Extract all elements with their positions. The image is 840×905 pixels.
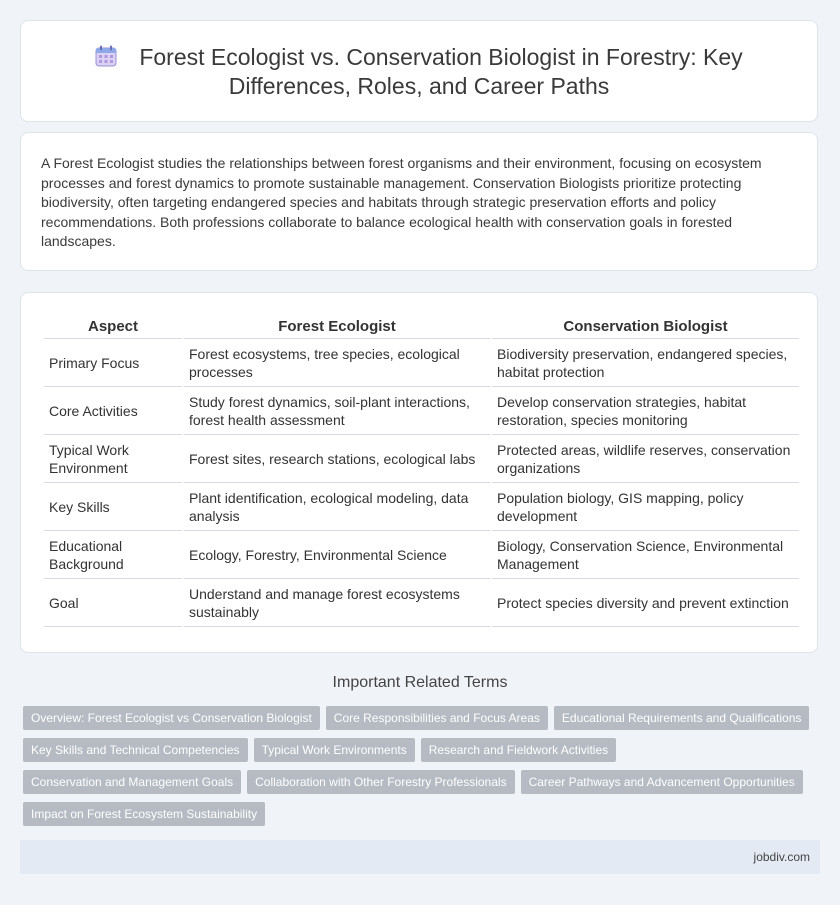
row-aspect: Typical Work Environment: [44, 435, 182, 483]
related-term-tag[interactable]: Overview: Forest Ecologist vs Conservation Biologist: [23, 706, 320, 730]
row-conservation-biologist: Population biology, GIS mapping, policy development: [492, 483, 799, 531]
related-term-tag[interactable]: Core Responsibilities and Focus Areas: [326, 706, 548, 730]
row-conservation-biologist: Biodiversity preservation, endangered species, habitat protection: [492, 339, 799, 387]
related-term-tag[interactable]: Typical Work Environments: [254, 738, 415, 762]
related-term-tag[interactable]: Educational Requirements and Qualifications: [554, 706, 809, 730]
row-aspect: Primary Focus: [44, 339, 182, 387]
row-conservation-biologist: Protect species diversity and prevent extinction: [492, 579, 799, 627]
footer: [20, 840, 820, 874]
header-forest-ecologist: Forest Ecologist: [184, 316, 490, 339]
related-term-tag[interactable]: Career Pathways and Advancement Opportunities: [521, 770, 803, 794]
page-title: [21, 43, 817, 101]
row-aspect: Core Activities: [44, 387, 182, 435]
table-row: [44, 339, 799, 387]
row-aspect: Key Skills: [44, 483, 182, 531]
related-term-tag[interactable]: Impact on Forest Ecosystem Sustainability: [23, 802, 265, 826]
row-aspect: Educational Background: [44, 531, 182, 579]
row-forest-ecologist: Ecology, Forestry, Environmental Science: [184, 531, 490, 579]
row-conservation-biologist: Protected areas, wildlife reserves, conservation organizations: [492, 435, 799, 483]
title-card: [20, 20, 818, 122]
related-terms-list: [23, 706, 823, 834]
row-forest-ecologist: Study forest dynamics, soil-plant interactions, forest health assessment: [184, 387, 490, 435]
related-term-tag[interactable]: Conservation and Management Goals: [23, 770, 241, 794]
title-line-1: Forest Ecologist vs. Conservation Biologist in Forestry: Key: [139, 44, 743, 70]
intro-paragraph: A Forest Ecologist studies the relationships between forest organisms and their environment, focusing on ecosystem processes and forest dynamics to promote sustainable management. Conservation Biologists prioritize protecting biodiversity, often targeting endangered species and habitats through strategic preservation efforts and policy recommendations. Both professions collaborate to balance ecological health with conservation goals in forested landscapes.: [41, 155, 762, 250]
related-term-tag[interactable]: Collaboration with Other Forestry Professionals: [247, 770, 514, 794]
header-aspect: Aspect: [44, 316, 182, 339]
row-conservation-biologist: Biology, Conservation Science, Environmental Management: [492, 531, 799, 579]
table-row: [44, 387, 799, 435]
footer-site-link[interactable]: jobdiv.com: [753, 850, 810, 864]
table-row: [44, 435, 799, 483]
comparison-table: [42, 316, 801, 627]
row-forest-ecologist: Forest ecosystems, tree species, ecological processes: [184, 339, 490, 387]
comparison-card: [20, 292, 818, 653]
title-line-2: Differences, Roles, and Career Paths: [228, 73, 610, 99]
row-aspect: Goal: [44, 579, 182, 627]
row-conservation-biologist: Develop conservation strategies, habitat restoration, species monitoring: [492, 387, 799, 435]
related-term-tag[interactable]: Key Skills and Technical Competencies: [23, 738, 248, 762]
intro-card: [20, 132, 818, 271]
table-row: [44, 531, 799, 579]
table-header-row: [44, 316, 799, 339]
table-row: [44, 483, 799, 531]
table-row: [44, 579, 799, 627]
row-forest-ecologist: Plant identification, ecological modeling, data analysis: [184, 483, 490, 531]
calendar-icon: [95, 45, 117, 67]
row-forest-ecologist: Forest sites, research stations, ecological labs: [184, 435, 490, 483]
row-forest-ecologist: Understand and manage forest ecosystems sustainably: [184, 579, 490, 627]
related-term-tag[interactable]: Research and Fieldwork Activities: [421, 738, 616, 762]
related-terms-title: Important Related Terms: [332, 674, 508, 691]
header-conservation-biologist: Conservation Biologist: [492, 316, 799, 339]
